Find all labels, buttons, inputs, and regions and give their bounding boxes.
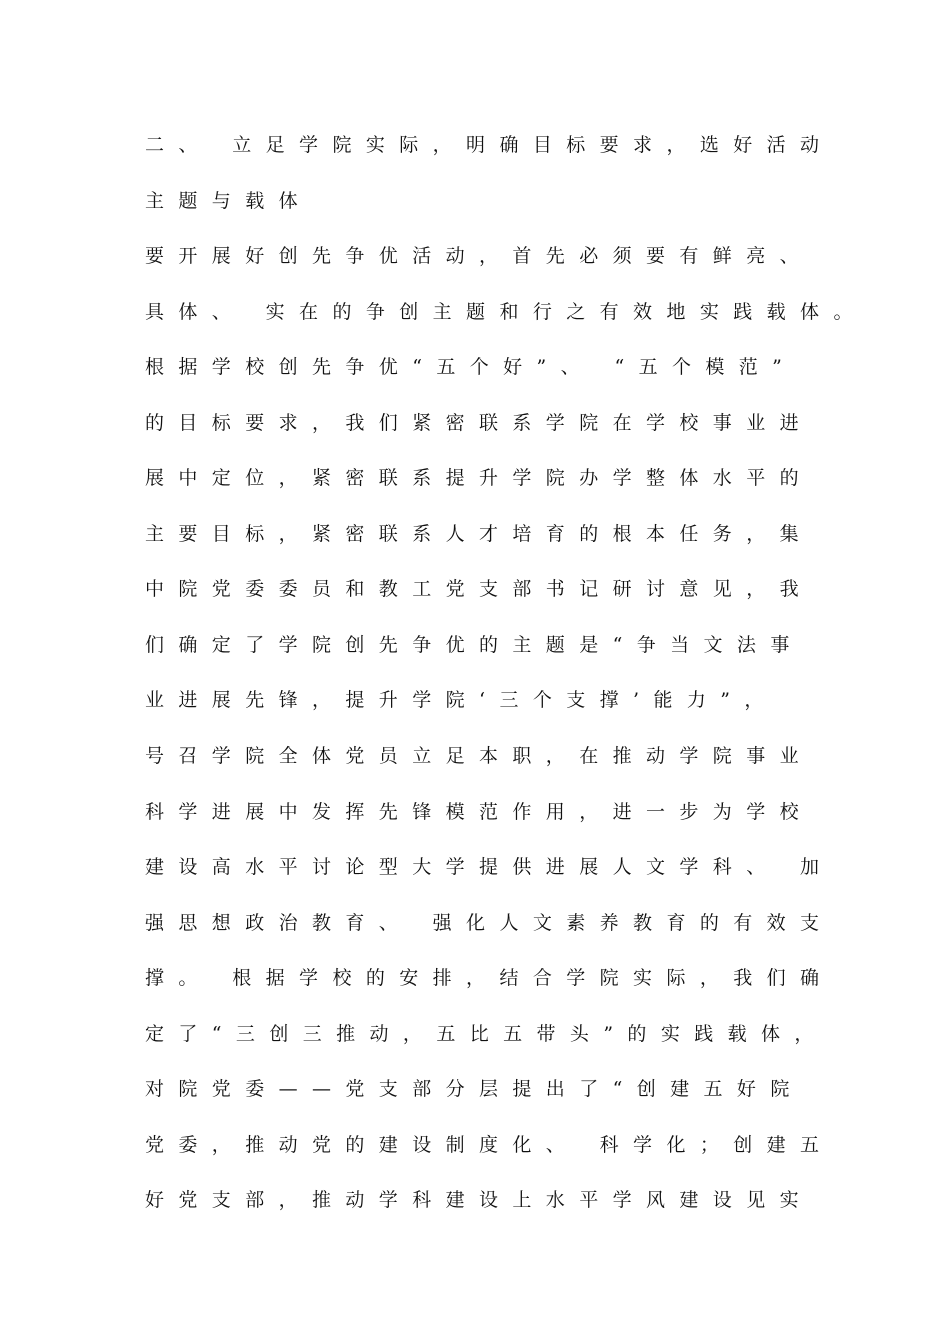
section-heading-line-1: 二、 立足学院实际，明确目标要求，选好活动 [145, 134, 834, 156]
body-text-line: 强思想政治教育、 强化人文素养教育的有效支 [145, 912, 834, 934]
body-text-line: 具体、 实在的争创主题和行之有效地实践载体。 [145, 301, 867, 323]
body-text-line: 根据学校创先争优“五个好”、 “五个模范” [145, 356, 797, 378]
body-text-line: 撑。 根据学校的安排，结合学院实际，我们确 [145, 967, 834, 989]
section-heading-line-2: 主题与载体 [145, 190, 313, 212]
body-text-line: 对院党委——党支部分层提出了“创建五好院 [145, 1078, 804, 1100]
body-text-line: 定了“三创三推动，五比五带头”的实践载体， [145, 1023, 828, 1045]
body-text-line: 业进展先锋，提升学院‘三个支撑’能力”， [145, 689, 778, 711]
body-text-line: 要开展好创先争优活动，首先必须要有鲜亮、 [145, 245, 814, 267]
body-text-line: 好党支部，推动学科建设上水平学风建设见实 [145, 1189, 814, 1211]
body-text-line: 中院党委委员和教工党支部书记研讨意见，我 [145, 578, 814, 600]
body-text-line: 展中定位，紧密联系提升学院办学整体水平的 [145, 467, 814, 489]
body-text-line: 们确定了学院创先争优的主题是“争当文法事 [145, 634, 804, 656]
body-text-line: 建设高水平讨论型大学提供进展人文学科、 加 [145, 856, 834, 878]
body-text-line: 的目标要求，我们紧密联系学院在学校事业进 [145, 412, 814, 434]
body-text-line: 党委，推动党的建设制度化、 科学化；创建五 [145, 1134, 834, 1156]
body-text-line: 号召学院全体党员立足本职，在推动学院事业 [145, 745, 814, 767]
body-text-line: 主要目标，紧密联系人才培育的根本任务，集 [145, 523, 814, 545]
body-text-line: 科学进展中发挥先锋模范作用，进一步为学校 [145, 801, 814, 823]
